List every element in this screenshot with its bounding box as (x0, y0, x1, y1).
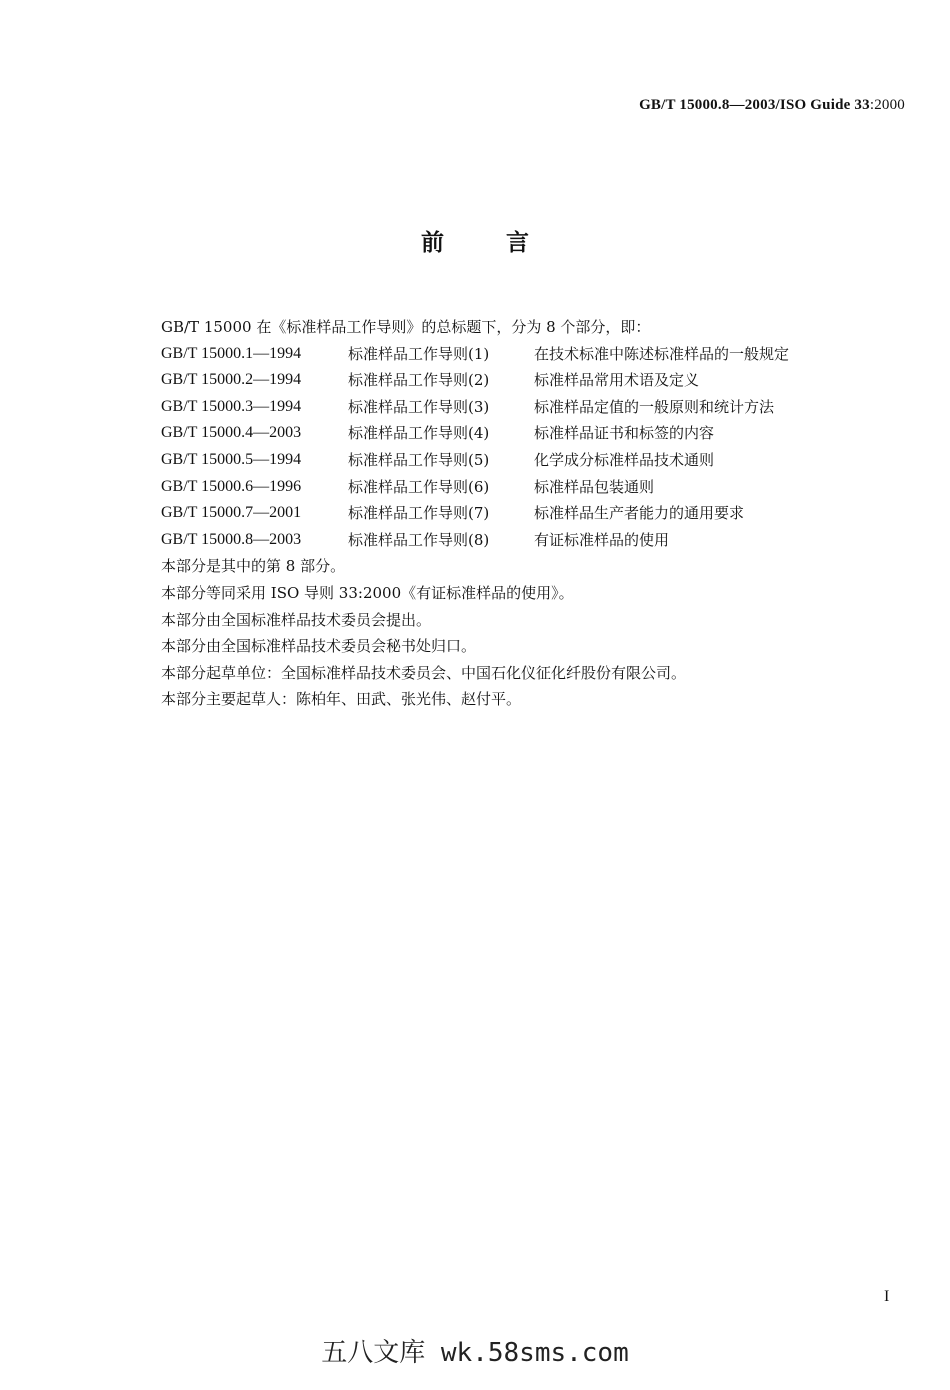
part-code: GB/T 15000.6—1996 (161, 477, 302, 495)
part-subject: 标准样品生产者能力的通用要求 (534, 504, 745, 523)
page-number: I (884, 1288, 890, 1305)
part-guide: 标准样品工作导则(6) (348, 477, 490, 496)
statements-list (161, 553, 789, 713)
part-code: GB/T 15000.8—2003 (161, 530, 302, 548)
part-subject: 标准样品常用术语及定义 (534, 371, 700, 390)
part-code: GB/T 15000.4—2003 (161, 424, 302, 442)
part-row (161, 500, 789, 527)
part-code: GB/T 15000.2—1994 (161, 371, 302, 389)
part-subject: 在技术标准中陈述标准样品的一般规定 (534, 344, 790, 363)
part-code: GB/T 15000.7—2001 (161, 504, 302, 522)
part-subject: 标准样品定值的一般原则和统计方法 (534, 397, 775, 416)
intro-paragraph: GB/T 15000 在《标准样品工作导则》的总标题下，分为 8 个部分，即： (161, 318, 651, 336)
part-guide: 标准样品工作导则(5) (348, 450, 490, 469)
foreword-body (161, 314, 789, 713)
parts-list (161, 341, 789, 554)
part-row (161, 367, 789, 394)
page-title: 前言 (421, 230, 591, 256)
part-code: GB/T 15000.5—1994 (161, 450, 302, 468)
part-guide: 标准样品工作导则(3) (348, 397, 490, 416)
watermark: 五八文库 wk.58sms.com (321, 1338, 629, 1368)
statement-line: 本部分等同采用 ISO 导则 33:2000《有证标准样品的使用》。 (161, 583, 574, 602)
statement-line: 本部分起草单位：全国标准样品技术委员会、中国石化仪征化纤股份有限公司。 (161, 663, 687, 682)
part-guide: 标准样品工作导则(4) (348, 424, 490, 443)
document-code-header (639, 97, 905, 114)
statement-line: 本部分主要起草人：陈柏年、田武、张光伟、赵付平。 (161, 690, 522, 709)
part-row (161, 527, 789, 554)
statement-line: 本部分由全国标准样品技术委员会提出。 (161, 610, 432, 629)
part-subject: 标准样品包装通则 (534, 477, 655, 496)
part-code: GB/T 15000.3—1994 (161, 397, 302, 415)
document-code: GB/T 15000.8—2003/ISO Guide 33 (639, 97, 870, 113)
part-row (161, 341, 789, 368)
part-row (161, 420, 789, 447)
statement-line: 本部分由全国标准样品技术委员会秘书处归口。 (161, 637, 477, 656)
part-code: GB/T 15000.1—1994 (161, 344, 302, 362)
part-guide: 标准样品工作导则(1) (348, 344, 490, 363)
part-subject: 化学成分标准样品技术通则 (534, 450, 715, 469)
part-guide: 标准样品工作导则(2) (348, 371, 490, 390)
part-guide: 标准样品工作导则(7) (348, 504, 490, 523)
document-code-year: :2000 (869, 97, 905, 113)
part-row (161, 474, 789, 501)
statement-line: 本部分是其中的第 8 部分。 (161, 557, 346, 576)
part-row (161, 394, 789, 421)
part-subject: 标准样品证书和标签的内容 (534, 424, 715, 443)
part-guide: 标准样品工作导则(8) (348, 530, 490, 549)
part-row (161, 447, 789, 474)
part-subject: 有证标准样品的使用 (534, 530, 670, 549)
